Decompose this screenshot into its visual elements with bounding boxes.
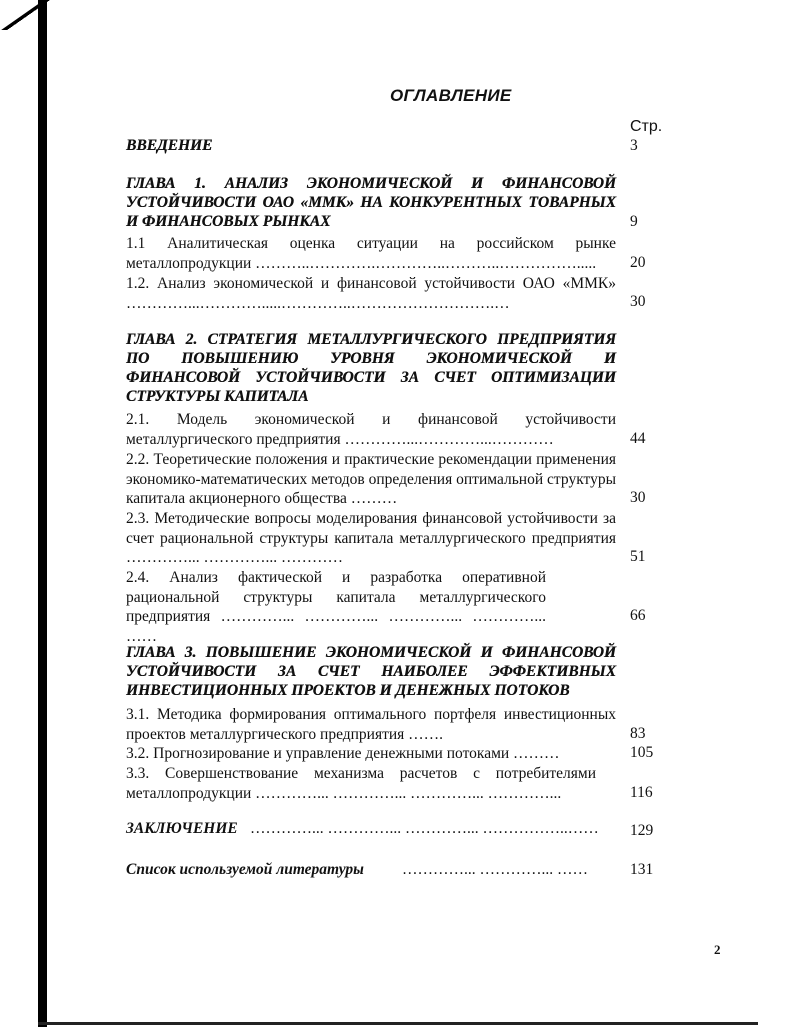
- scan-left-edge: [38, 0, 47, 1027]
- toc-item-text: 1.2. Анализ экономической и финансовой устойчивости ОАО «ММК»: [126, 275, 616, 292]
- toc-chapter-3-heading: ГЛАВА 3. ПОВЫШЕНИЕ ЭКОНОМИЧЕСКОЙ И ФИНАНСОВОЙ УСТОЙЧИВОСТИ ЗА СЧЕТ НАИБОЛЕЕ ЭФФЕКТИВНЫХ ИНВЕСТИЦИОННЫХ ПРОЕКТОВ И ДЕНЕЖНЫХ ПОТОКОВ: [126, 644, 616, 699]
- toc-item-text: 3.2. Прогнозирование и управление денежными потоками: [126, 745, 510, 762]
- toc-item-3-3-page: 116: [630, 784, 653, 801]
- toc-chapter-2-heading: ГЛАВА 2. СТРАТЕГИЯ МЕТАЛЛУРГИЧЕСКОГО ПРЕДПРИЯТИЯ ПО ПОВЫШЕНИЮ УРОВНЯ ЭКОНОМИЧЕСКОЙ И ФИНАНСОВОЙ УСТОЙЧИВОСТИ ЗА СЧЕТ ОПТИМИЗАЦИИ СТРУКТУРЫ КАПИТАЛА: [126, 331, 616, 405]
- toc-item-3-3: [126, 764, 596, 803]
- page-number: 2: [714, 942, 721, 957]
- toc-item-leader: …………...…………...…………: [344, 430, 554, 448]
- toc-item-3-1: [126, 705, 616, 744]
- toc-item-1-2: [126, 274, 616, 313]
- toc-item-text: 3.1. Методика формирования оптимального портфеля инвестиционных проектов металлургического предприятия: [126, 706, 616, 743]
- toc-item-2-2-page: 30: [630, 489, 646, 506]
- toc-item-leader: ………: [350, 490, 398, 507]
- toc-item-text: 2.3. Методические вопросы моделирования финансовой устойчивости за счет рациональной структуры капитала металлургического предприятия: [126, 510, 616, 547]
- toc-item-leader: …………... …………... …………... …………... ……: [126, 608, 547, 645]
- toc-item-leader: …………... …………... …………... …………...: [255, 784, 562, 802]
- toc-item-leader: …….: [408, 725, 444, 743]
- scan-bottom-edge: [38, 1022, 758, 1025]
- toc-item-3-2-page: 105: [630, 744, 654, 761]
- toc-conclusion-leader: …………... …………... …………... ……………..……: [250, 820, 599, 837]
- toc-bibliography-label: Список используемой литературы: [126, 861, 364, 878]
- toc-item-leader: ………: [513, 745, 560, 762]
- toc-item-1-2-page: 30: [630, 293, 646, 310]
- toc-item-text: 2.1. Модель экономической и финансовой устойчивости металлургического предприятия: [126, 411, 616, 448]
- toc-conclusion-label: ЗАКЛЮЧЕНИЕ: [126, 820, 238, 837]
- toc-item-text: 2.2. Теоретические положения и практические рекомендации применения экономико-математических методов определения оптимальной структуры капитала акционерного общества: [126, 451, 616, 507]
- toc-item-1-1: [126, 234, 616, 273]
- toc-item-2-3-page: 51: [630, 548, 646, 565]
- toc-item-2-4: [126, 568, 546, 646]
- toc-conclusion-page: 129: [630, 822, 654, 839]
- page-title: ОГЛАВЛЕНИЕ: [390, 86, 512, 105]
- toc-item-text: 2.4. Анализ фактической и разработка оперативной рациональной структуры капитала металлургического предприятия: [126, 569, 546, 625]
- toc-item-2-2: [126, 450, 616, 509]
- toc-intro-label: ВВЕДЕНИЕ: [126, 137, 213, 154]
- toc-chapter-1-heading: ГЛАВА 1. АНАЛИЗ ЭКОНОМИЧЕСКОЙ И ФИНАНСОВОЙ УСТОЙЧИВОСТИ ОАО «ММК» НА КОНКУРЕНТНЫХ ТОВАРНЫХ И ФИНАНСОВЫХ РЫНКАХ: [126, 175, 616, 230]
- toc-chapter-1-page: 9: [630, 213, 638, 230]
- toc-item-3-2: [126, 744, 616, 764]
- toc-item-leader: …………... …………... …………: [126, 549, 343, 566]
- toc-item-2-4-page: 66: [630, 607, 646, 624]
- toc-item-leader: …………...………….....…………..……………………….…: [126, 294, 510, 312]
- toc-bibliography-page: 131: [630, 861, 654, 878]
- toc-item-1-1-page: 20: [630, 254, 646, 271]
- toc-item-text: 3.3. Совершенствование механизма расчетов с потребителями металлопродукции: [126, 765, 596, 802]
- toc-item-2-1-page: 44: [630, 430, 646, 447]
- page-column-label: Стр.: [630, 118, 663, 135]
- toc-item-3-1-page: 83: [630, 725, 646, 742]
- toc-intro-page: 3: [630, 137, 638, 154]
- toc-item-leader: ………..………….…………..………..…………….....: [255, 254, 597, 272]
- toc-item-2-3: [126, 509, 616, 568]
- toc-item-2-1: [126, 410, 616, 449]
- toc-bibliography-leader: …………... …………... ……: [402, 861, 588, 878]
- toc-item-text: 1.1 Аналитическая оценка ситуации на российском рынке металлопродукции: [126, 235, 616, 272]
